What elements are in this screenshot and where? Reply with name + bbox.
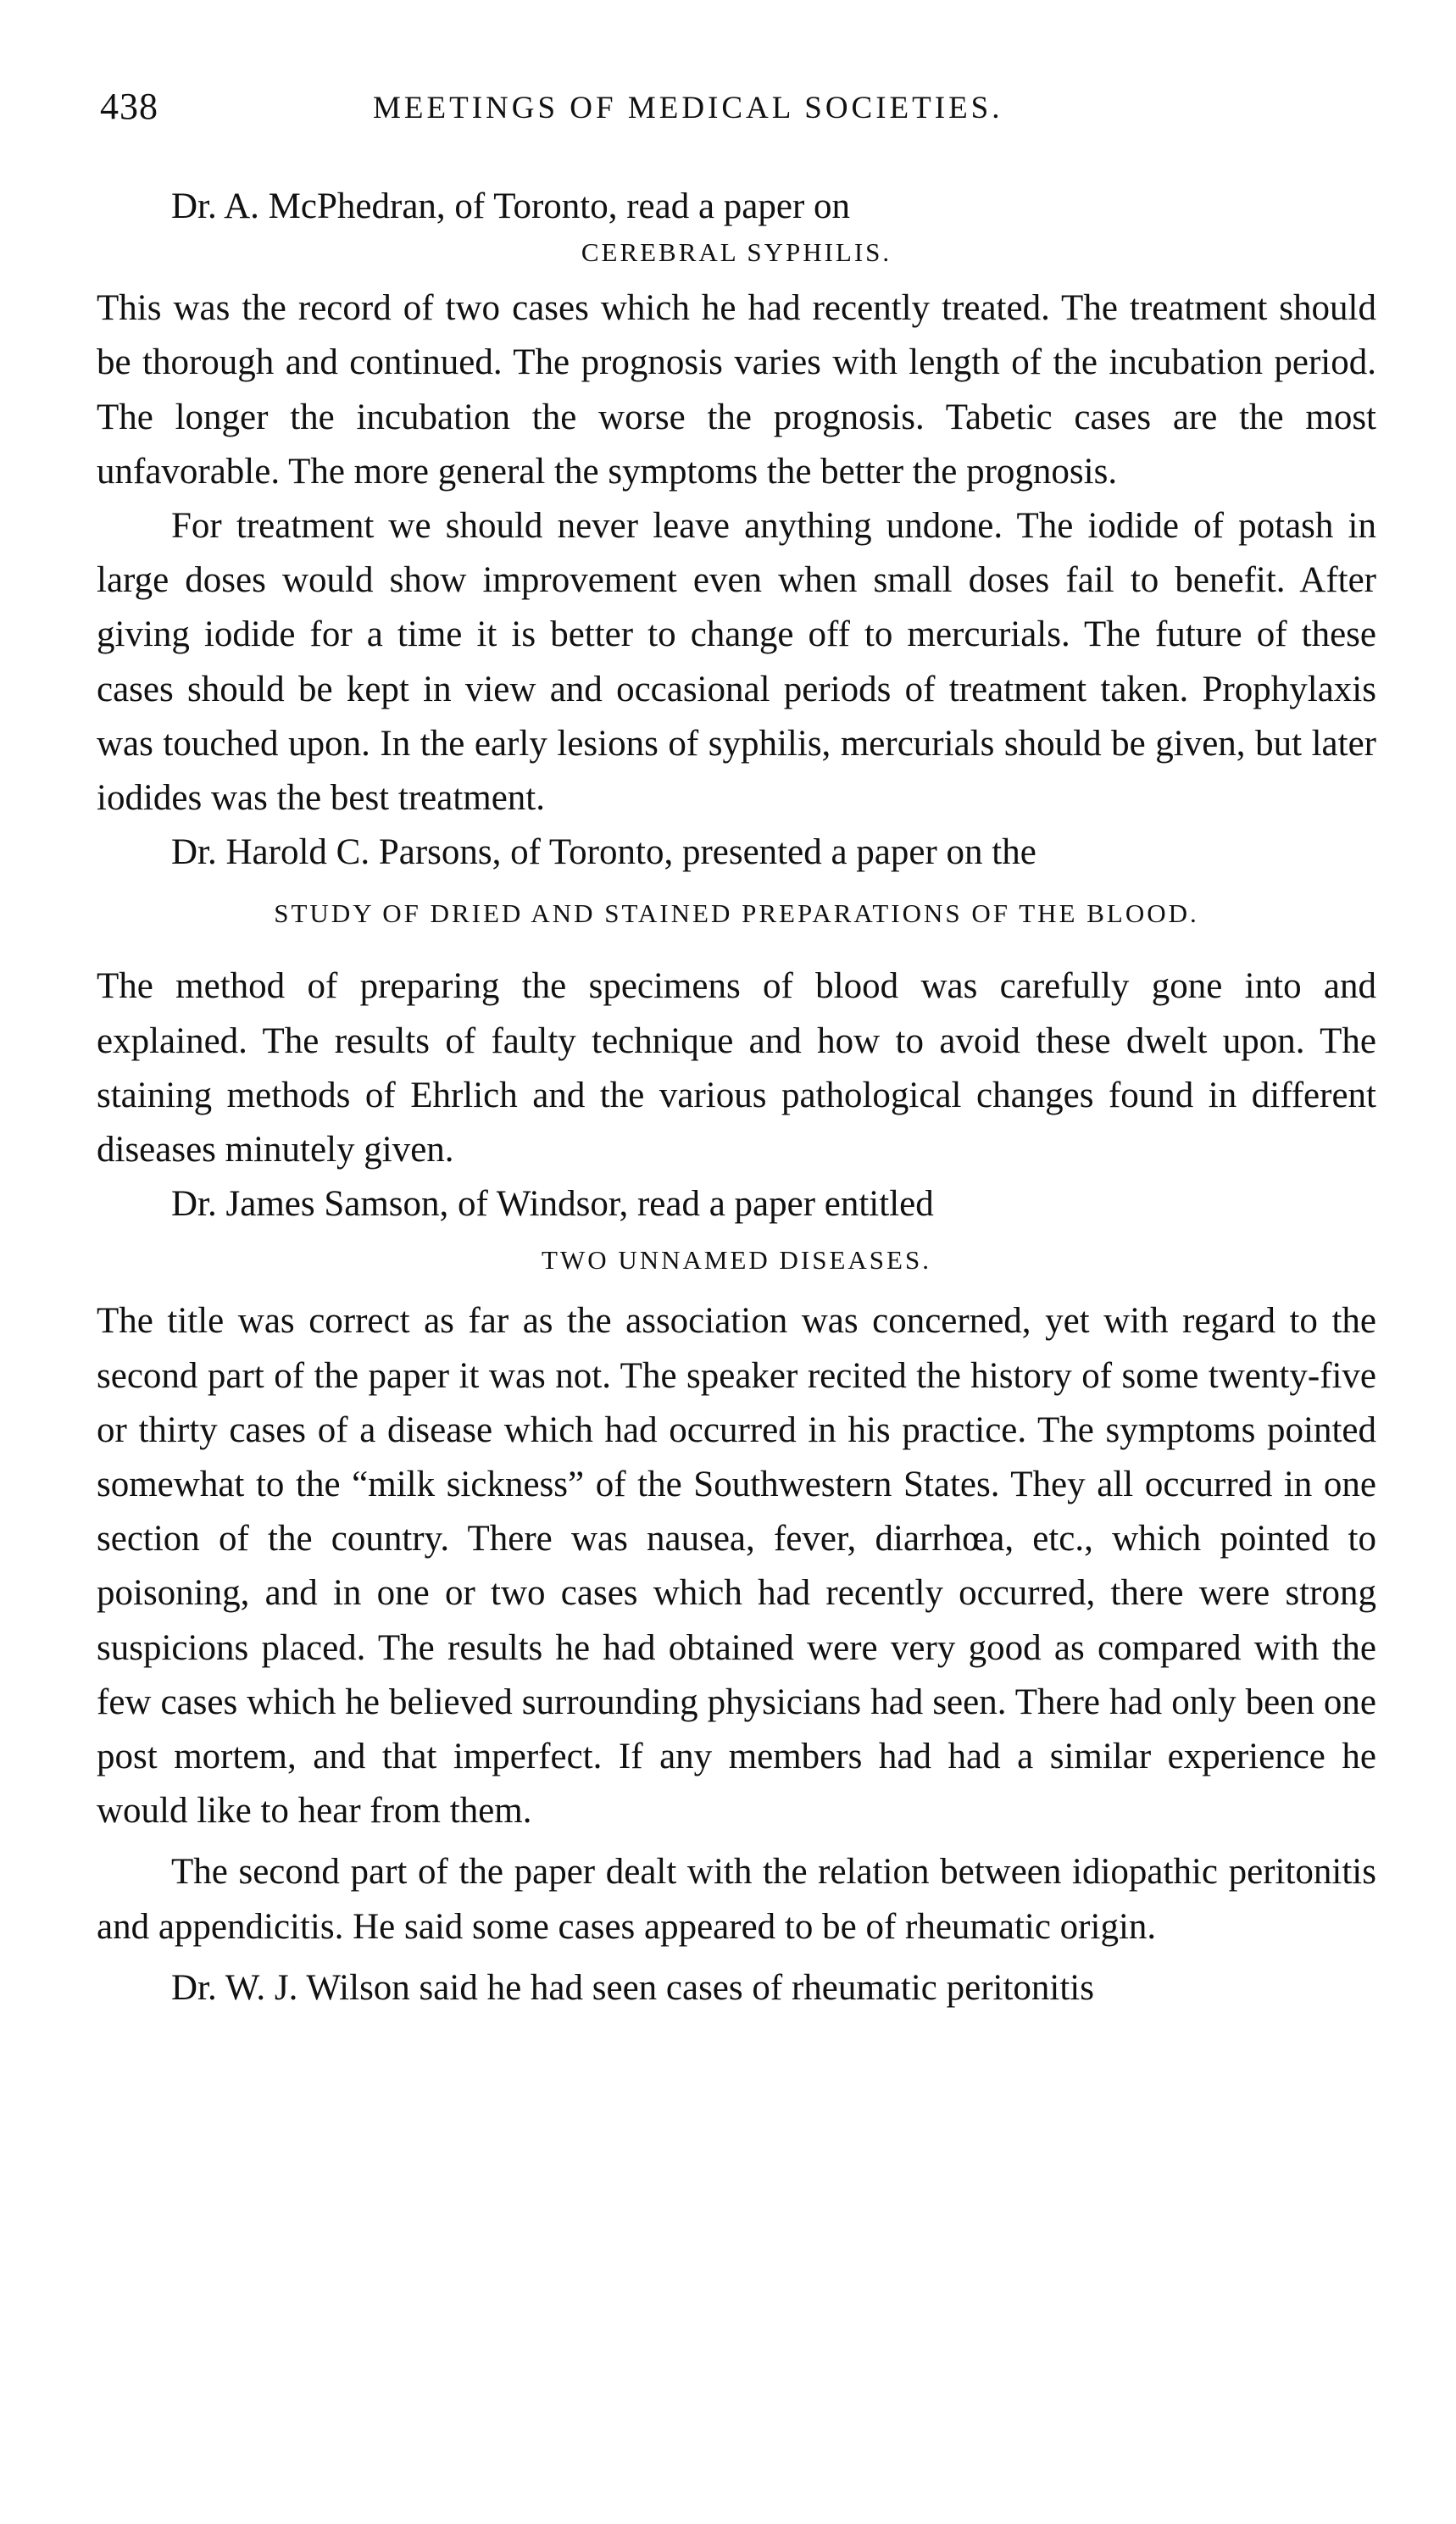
page-number: 438 (100, 86, 158, 127)
paragraph-second-part: The second part of the paper dealt with the relation between idiopathic peritonitis and appendicitis. He said some cases appeared to be of rheumatic origin. (97, 1852, 1376, 1947)
running-head: MEETINGS OF MEDICAL SOCIETIES. (373, 91, 1003, 125)
paragraph-unnamed-diseases: The title was correct as far as the association was concerned, yet with regard to the second part of the paper it was not. The speaker recited the history of some twenty-five or thirty cases of a disease which had occurred in his practice. The symptoms pointed somewhat to the “milk sickness” of the Southwestern States. They all occurred in one section of the country. There was nausea, fever, diarrhœa, etc., which pointed to poisoning, and in one or two cases which had recently occurred, there were strong suspicions placed. The results he had obtained were very good as compared with the few cases which he believed surrounding physicians had seen. There had only been one post mortem, and that imperfect. If any members had had a similar experience he would like to hear from them. (97, 1301, 1376, 1832)
paragraph-blood-study: The method of preparing the specimens of blood was carefully gone into and explained. The results of faulty technique and how to avoid these dwelt upon. The staining methods of Ehrlich and the various pathological changes found in different diseases minutely given. (97, 966, 1376, 1170)
page-header (100, 85, 1422, 136)
article-body (97, 180, 1376, 2015)
paragraph-cerebral-syphilis: This was the record of two cases which he had recently treated. The treatment should be thorough and continued. The prognosis varies with length of the incubation period. The longer the incubation the worse the prognosis. Tabetic cases are the most unfavorable. The more general the symptoms the better the prognosis. (97, 288, 1376, 492)
paragraph-wilson: Dr. W. J. Wilson said he had seen cases of rheumatic peritonitis (171, 1967, 1094, 2008)
section-heading-blood-study: STUDY OF DRIED AND STAINED PREPARATIONS OF THE BLOOD. (274, 898, 1199, 929)
paper-intro-mcphedran: Dr. A. McPhedran, of Toronto, read a paper on (171, 186, 851, 226)
paragraph-treatment: For treatment we should never leave anything undone. The iodide of potash in large doses would show improvement even when small doses fail to benefit. After giving iodide for a time it is better to change off to mercurials. The future of these cases should be kept in view and occasional periods of treatment taken. Prophylaxis was touched upon. In the early lesions of syphilis, mercurials should be given, but later iodides was the best treatment. (97, 506, 1376, 819)
section-heading-cerebral-syphilis: CEREBRAL SYPHILIS. (581, 237, 892, 268)
paper-intro-samson: Dr. James Samson, of Windsor, read a paper entitled (171, 1184, 934, 1225)
section-heading-unnamed-diseases: TWO UNNAMED DISEASES. (542, 1245, 931, 1276)
paper-intro-parsons: Dr. Harold C. Parsons, of Toronto, presented a paper on the (171, 832, 1036, 873)
